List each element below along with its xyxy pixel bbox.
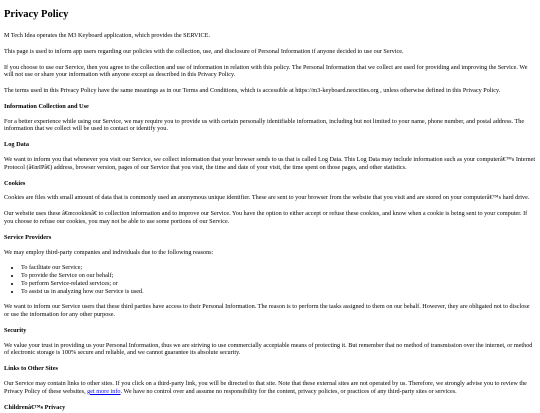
intro-paragraph-3: If you choose to use our Service, then you agree to the collection and use of information in relation with this policy. The Personal Information that we collect are used for providing and improving the Service. We will not use or share your information with anyone except as described in this Privacy Policy. — [4, 63, 528, 79]
section-heading-security: Security — [4, 326, 27, 334]
service-providers-list — [4, 264, 536, 295]
cookies-paragraph-2: Our website uses these â€œcookiesâ€ to collection information and to improve our Service. You have the option to either accept or refuse these cookies, and know when a cookie is being sent to your computer. If you choose to refuse our cookies, you may not be able to use some portions of our Service. — [4, 210, 528, 225]
get-more-info-link[interactable]: get more info — [87, 387, 121, 395]
section-heading-childrens-privacy: Childrenâ€™s Privacy — [4, 403, 66, 411]
intro-paragraph-2: This page is used to inform app users regarding our policies with the collection, use, and disclosure of Personal Information if anyone decided to use our Service. — [4, 47, 404, 55]
list-item: • To perform Service-related services; or — [21, 280, 536, 288]
cookies-paragraph-1: Cookies are files with small amount of data that is commonly used an anonymous unique identifier. These are sent to your browser from the website that you visit and are stored on your computerâ€™s hard drive. — [4, 194, 530, 202]
links-paragraph-text-after: . We have no control over and assume no responsibility for the content, privacy policies, or practices of any third-party sites or services. — [120, 387, 457, 395]
information-collection-paragraph: For a better experience while using our Service, we may require you to provide us with certain personally identifiable information, including but not limited to your name, phone number, and postal address. The information that we collect will be used to contact or identify you. — [4, 117, 525, 133]
intro-paragraph-1: M Tech Idea operates the M3 Keyboard application, which provides the SERVICE. — [4, 32, 211, 40]
list-item: • To facilitate our Service; — [21, 264, 536, 272]
section-heading-cookies: Cookies — [4, 179, 26, 187]
service-providers-paragraph-1: We may employ third-party companies and individuals due to the following reasons: — [4, 248, 214, 256]
section-heading-service-providers: Service Providers — [4, 233, 52, 241]
links-paragraph — [4, 380, 536, 396]
section-heading-links-to-other-sites: Links to Other Sites — [4, 365, 58, 373]
privacy-policy-page — [0, 8, 540, 413]
intro-paragraph-4: The terms used in this Privacy Policy have the same meanings as in our Terms and Conditions, which is accessible at https://m3-keyboard.neocities.org , unless otherwise defined in this Privacy Policy. — [4, 87, 501, 95]
list-item: • To assist us in analyzing how our Service is used. — [21, 288, 536, 296]
log-data-paragraph: We want to inform you that whenever you visit our Service, we collect information that your browser sends to us that is called Log Data. This Log Data may include information such as your computerâ€™s Internet Protocol (â€œIPâ€) address, browser version, pages of our Service that you visit, the time and date of your visit, the time spent on those pages, and other statistics. — [4, 156, 536, 171]
section-heading-information-collection: Information Collection and Use — [4, 102, 89, 110]
links-paragraph-text-before: Our Service may contain links to other sites. If you click on a third-party link, you will be directed to that site. Note that these external sites are not operated by us. Therefore, we strongly advise you to review the Privacy Policy of these websites, — [4, 380, 527, 395]
page-title: Privacy Policy — [4, 9, 69, 20]
list-item: • To provide the Service on our behalf; — [21, 272, 536, 280]
service-providers-paragraph-2: We want to inform our Service users that these third parties have access to their Personal Information. The reason is to perform the tasks assigned to them on our behalf. However, they are obligated not to disclose or use the information for any other purpose. — [4, 303, 530, 319]
section-heading-log-data: Log Data — [4, 141, 30, 149]
security-paragraph: We value your trust in providing us your Personal Information, thus we are striving to use commercially acceptable means of protecting it. But remember that no method of transmission over the internet, or method of electronic storage is 100% secure and reliable, and we cannot guarantee its absolute security. — [4, 341, 533, 357]
